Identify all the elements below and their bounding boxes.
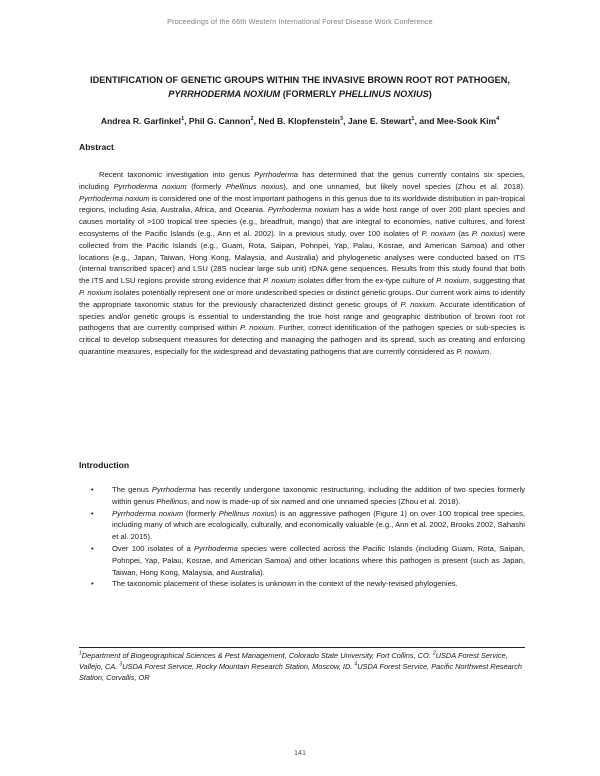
- bullet-text: ) is an aggressive pathogen (Figure 1) on over 100 tropical tree species, including many of which are ecologically, culturally, and economically valuable (e.g., Ann et al. 2002, Brooks 2002, Sahashi et al. 2015).: [112, 508, 525, 542]
- abstract-text: (formerly: [186, 181, 226, 191]
- bullet-text: has recently undergone taxonomic restructuring, including the addition of two species formerly within genus: [112, 485, 525, 506]
- bullet-icon: •: [91, 485, 94, 494]
- abstract-text: (as: [455, 228, 472, 238]
- bullet-italic: Pyrrhoderma: [193, 543, 238, 553]
- abstract-italic: P. noxium: [79, 287, 112, 297]
- list-item: [79, 484, 525, 508]
- affiliation-text: USDA Forest Service, Vallejo, CA.: [79, 651, 508, 671]
- affiliation-mark: 1: [79, 650, 82, 657]
- abstract-italic: Phellinus noxius: [225, 181, 284, 191]
- author-name: Andrea R. Garfinkel: [100, 116, 182, 126]
- affiliations-footnote: [79, 650, 525, 683]
- bullet-italic: Phellinus: [156, 496, 188, 506]
- title-close-paren: ): [428, 89, 432, 99]
- title-formerly: (FORMERLY: [280, 89, 339, 99]
- bullet-text: , and now is made-up of six named and one unnamed species (Zhou et al. 2018).: [187, 496, 461, 506]
- bullet-icon: •: [91, 508, 94, 518]
- bullet-text: species were collected across the Pacific Islands (including Guam, Rota, Saipan, Pohnpei, Yap, Palau, Kosrae, and American Samoa) and other locations where this pathogen is present (such as Japan, Taiwan, Hong Kong, Malaysia, and Australia).: [112, 543, 525, 577]
- affiliation-text: USDA Forest Service, Pacific Northwest Research Station, Corvallis, OR: [79, 662, 523, 682]
- author-name: Phil G. Cannon: [188, 116, 251, 126]
- abstract-text: ), and one unnamed, but likely novel species (Zhou et al. 2018).: [283, 181, 525, 191]
- author-name: Ned B. Klopfenstein: [258, 116, 340, 126]
- abstract-italic: Pyrrhoderma noxium: [79, 193, 150, 203]
- author-separator: ,: [253, 116, 259, 126]
- list-item: [79, 508, 525, 543]
- paper-title: [60, 73, 540, 101]
- running-header: Proceedings of the 66th Western International Forest Disease Work Conference: [167, 17, 433, 26]
- author-separator: ,: [343, 116, 348, 126]
- abstract-italic: P. noxium: [456, 346, 490, 356]
- page-number: 141: [294, 748, 306, 757]
- list-item: [79, 578, 525, 590]
- bullet-text: The genus: [112, 485, 152, 494]
- abstract-italic: Pyrrhoderma: [254, 170, 298, 179]
- title-line-1: IDENTIFICATION OF GENETIC GROUPS WITHIN THE INVASIVE BROWN ROOT ROT PATHOGEN,: [90, 75, 510, 85]
- abstract-italic: P. noxius: [471, 228, 503, 238]
- introduction-heading: Introduction: [79, 460, 130, 470]
- author-affiliation-mark: 1: [411, 116, 415, 123]
- affiliation-text: USDA Forest Service, Rocky Mountain Research Station, Moscow, ID.: [122, 662, 355, 671]
- title-species-name: PYRRHODERMA NOXIUM: [168, 89, 281, 99]
- abstract-text: has determined that the genus currently contains six species, including: [79, 170, 525, 191]
- author-affiliation-mark: 4: [496, 116, 500, 123]
- title-former-species-name: PHELLINUS NOXIUS: [338, 89, 429, 99]
- abstract-text: , suggesting that: [468, 276, 525, 286]
- abstract-heading: Abstract: [79, 142, 114, 152]
- author-affiliation-mark: 2: [250, 116, 254, 123]
- bullet-icon: •: [91, 543, 94, 553]
- author-list: [40, 116, 560, 126]
- abstract-text: Recent taxonomic investigation into genus: [99, 170, 255, 179]
- abstract-italic: P. noxium: [239, 323, 274, 333]
- bullet-italic: Pyrrhoderma noxium: [112, 508, 184, 518]
- author-separator: ,: [184, 116, 189, 126]
- author-separator: , and: [414, 116, 437, 126]
- author-name: Mee-Sook Kim: [436, 116, 497, 126]
- introduction-bullet-list: [79, 484, 525, 590]
- list-item: [79, 543, 525, 578]
- author-name: Jane E. Stewart: [347, 116, 412, 126]
- bullet-text: (formerly: [183, 508, 219, 518]
- abstract-text: ) were collected from the Pacific Islands (e.g., Guam, Rota, Saipan, Pohnpei, Yap, Palau, Kosrae, and American Samoa) and other locations (e.g., Japan, Taiwan, Hong Kong, Malaysia, and Australia) and phylogenetic analyses were conducted based on ITS (internal transcribed spacer) and LSU (28S nuclear large sub unit) rDNA gene sequences. Results from this study found that both the ITS and LSU regions provide strong evidence that: [79, 228, 525, 286]
- abstract-italic: Pyrrhoderma noxium: [267, 205, 340, 215]
- bullet-text: The taxonomic placement of these isolates is unknown in the context of the newly-revised phylogenies.: [112, 579, 458, 589]
- affiliation-text: Department of Biogeographical Sciences & Pest Management, Colorado State University, Fort Collins, CO.: [81, 651, 433, 660]
- affiliation-mark: 3: [119, 661, 123, 668]
- abstract-italic: P. noxium: [421, 228, 456, 238]
- abstract-italic: Pyrrhoderma noxium: [113, 181, 187, 191]
- bullet-text: Over 100 isolates of a: [112, 543, 194, 553]
- abstract-text: isolates potentially represent one or more undescribed species or distinct genetic groups. Our current work aims to identify the appropriate taxonomic status for the previously characterized distinct genetic groups of: [79, 287, 525, 309]
- abstract-italic: P. noxium: [436, 276, 469, 286]
- abstract-text: .: [489, 346, 492, 356]
- bullet-icon: •: [91, 579, 94, 589]
- affiliation-mark: 4: [354, 661, 358, 668]
- abstract-italic: P. noxium: [262, 276, 296, 286]
- author-affiliation-mark: 3: [340, 116, 344, 123]
- footnote-divider: [79, 647, 525, 648]
- abstract-text: . Further, correct identification of the pathogen species or sub-species is critical to develop subsequent measures for detecting and managing the pathogen and its spread, such as creating and enforcing quarantine measures, especially for the widespread and devastating pathogens that are currently considered as: [79, 323, 525, 356]
- abstract-text: . Accurate identification of species and/or genetic groups is essential to understanding the true host range and geographic distribution of brown root rot pathogens that are currently comprised within: [79, 299, 525, 333]
- abstract-text: is considered one of the most important pathogens in this genus due to its worldwide distribution in pan-tropical regions, including Asia, Australia, Africa, and Oceania.: [79, 193, 525, 215]
- abstract-text: has a wide host range of over 200 plant species and causes mortality of >100 tropical tree species (e.g., breadfruit, mango) that are integral to economies, native cultures, and forest ecosystems of the Pacific Islands (e.g., Ann et al. 2002). In a previous study, over 100 isolates of: [79, 205, 526, 238]
- abstract-italic: P. noxium: [400, 299, 435, 309]
- abstract-paragraph: [79, 169, 525, 358]
- affiliation-mark: 2: [432, 650, 436, 657]
- abstract-text: isolates differ from the ex-type culture of: [295, 276, 437, 286]
- bullet-italic: Phellinus noxius: [218, 508, 275, 518]
- author-affiliation-mark: 1: [181, 116, 185, 123]
- bullet-italic: Pyrrhoderma: [151, 485, 196, 494]
